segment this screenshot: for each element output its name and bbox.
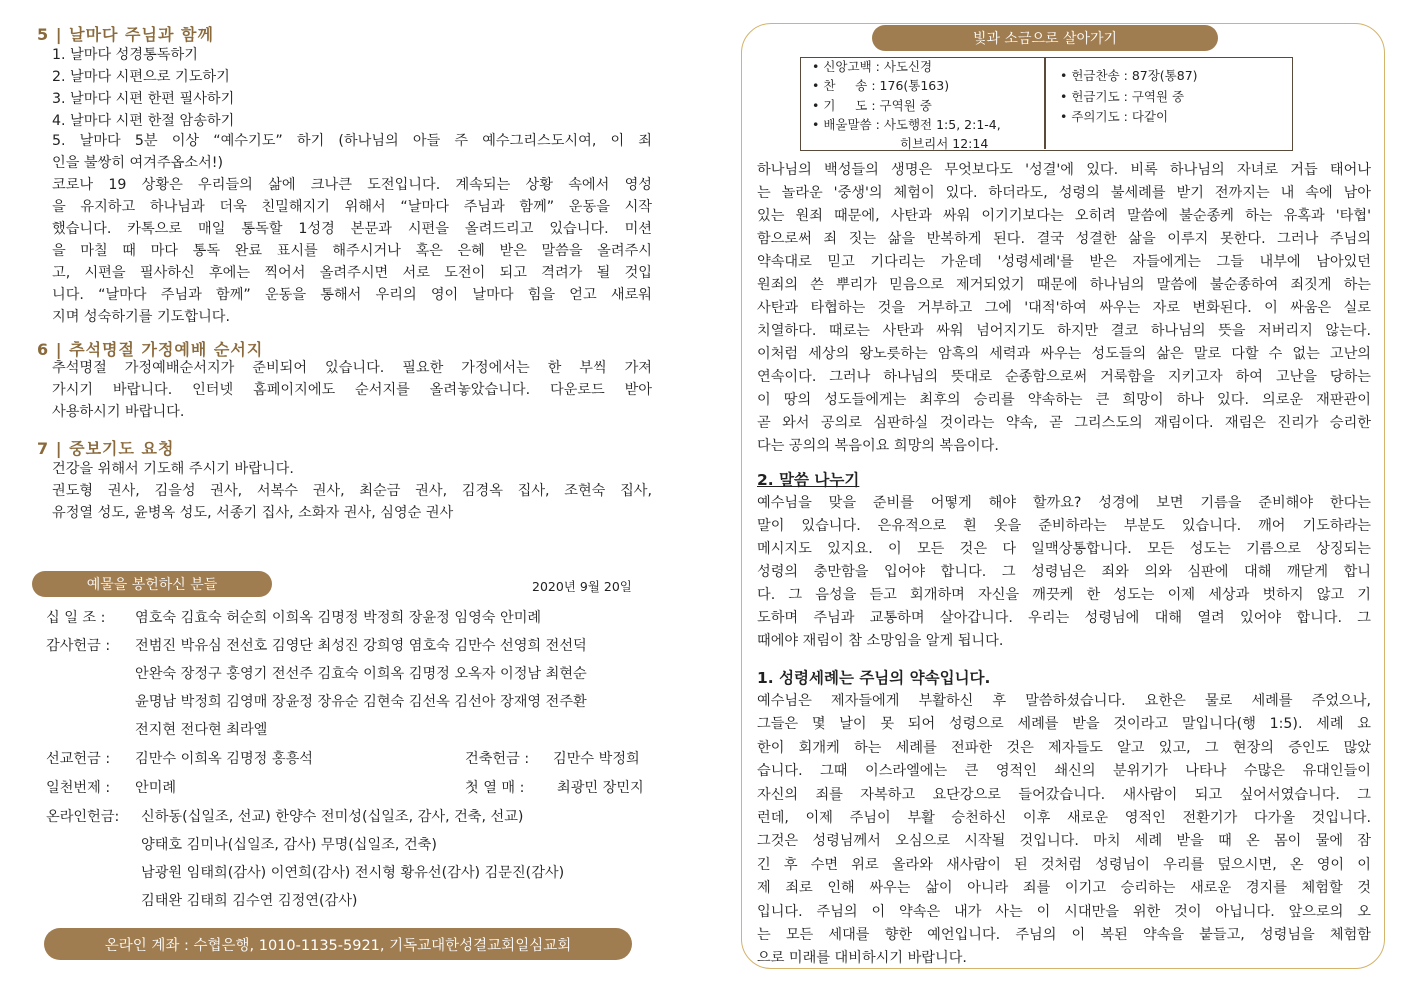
thanks-names: 안완숙 장정구 홍영기 전선주 김효숙 이희옥 김명정 오옥자 이정남 최현순 xyxy=(135,666,587,682)
paragraph-line: 권도형 권사, 김을성 권사, 서복수 권사, 최순금 권사, 김경옥 집사, 조현숙 집사, xyxy=(52,483,652,499)
paragraph-line: 으로 미래를 대비하시기 바랍니다. xyxy=(757,950,967,967)
donation-header: 예물을 봉헌하신 분들 xyxy=(32,571,272,597)
section-2-title: 2. 말씀 나누기 xyxy=(757,471,860,489)
list-item: 2. 날마다 시편으로 기도하기 xyxy=(52,69,230,85)
paragraph-line: 는 모든 세대를 향한 예언입니다. 주님의 이 복된 약속을 붙들고, 성령님을 체험함 xyxy=(757,927,1371,943)
thanks-names: 전지현 전다현 최라엘 xyxy=(135,722,268,738)
paragraph-line: 추석명절 가정예배순서지가 준비되어 있습니다. 필요한 가정에서는 한 부씩 가져 xyxy=(52,360,652,376)
firstfruit-names: 최광민 장민지 xyxy=(557,780,644,796)
worship-value: 구역원 중 xyxy=(1131,89,1185,104)
worship-value: 176(통163) xyxy=(879,78,950,93)
paragraph-line: 가시기 바랍니다. 인터넷 홈페이지에도 순서지를 올려놓았습니다. 다운로드 받아 xyxy=(52,382,652,398)
account-banner: 온라인 계좌 : 수협은행, 1010-1135-5921, 기독교대한성결교회일심교회 xyxy=(44,928,632,960)
thousand-names: 안미례 xyxy=(135,780,177,796)
list-item: 인을 불쌍히 여겨주옵소서!) xyxy=(52,155,223,171)
paragraph-line: 지며 성숙하기를 기도합니다. xyxy=(52,309,230,325)
tithe-names: 염호숙 김효숙 허순희 이희옥 김명정 박정희 장윤정 임영숙 안미례 xyxy=(135,610,542,626)
online-names: 양태호 김미나(십일조, 감사) 무명(십일조, 건축) xyxy=(141,837,437,853)
paragraph-line: 런데, 이제 주님이 부활 승천하신 이후 새로운 영적인 전환기가 다가올 것입니다. xyxy=(757,810,1371,826)
list-item: 4. 날마다 시편 한절 암송하기 xyxy=(52,113,235,129)
thousand-label: 일천번제 : xyxy=(46,780,111,796)
paragraph-line: 곧 와서 공의로 심판하실 것이라는 약속, 곧 그리스도의 재림이다. 재림은 진리가 승리한 xyxy=(757,415,1371,431)
online-names: 남광원 임태희(감사) 이연희(감사) 전시형 황유선(감사) 김문진(감사) xyxy=(141,865,565,881)
section-5-title: 5 | 날마다 주님과 함께 xyxy=(37,25,214,44)
paragraph-line: 그것은 성령님께서 오심으로 시작될 것입니다. 마치 세례 받을 때 온 몸이 물에 잠 xyxy=(757,833,1371,850)
paragraph-line: 코로나 19 상황은 우리들의 삶에 크나큰 도전입니다. 계속되는 상황 속에서 영성 xyxy=(52,177,652,193)
online-label: 온라인헌금: xyxy=(46,809,120,825)
worship-label: • 기 도 : xyxy=(812,98,876,113)
list-item: 3. 날마다 시편 한편 필사하기 xyxy=(52,91,235,107)
paragraph-line: 그들은 몇 날이 못 되어 성령으로 세례를 받을 것이라고 말입니다(행 1:5). 세례 요 xyxy=(757,716,1371,733)
building-label: 건축헌금 : xyxy=(465,751,530,767)
online-names: 신하동(십일조, 선교) 한양수 전미성(십일조, 감사, 건축, 선교) xyxy=(141,809,524,825)
list-item: 5. 날마다 5분 이상 “예수기도” 하기 (하나님의 아들 주 예수그리스도시여, 이 죄 xyxy=(52,133,652,149)
paragraph-line: 때에야 재림이 참 소망임을 알게 됩니다. xyxy=(757,633,1004,649)
donation-date: 2020년 9월 20일 xyxy=(532,579,632,594)
worship-value: 히브리서 12:14 xyxy=(900,136,989,151)
list-item: 1. 날마다 성경통독하기 xyxy=(52,47,198,63)
worship-label: • 주의기도 : xyxy=(1060,109,1128,124)
paragraph-line: 자신의 죄를 자복하고 요단강으로 들어갔습니다. 새사람이 되고 싶어서였습니다. 그 xyxy=(757,786,1371,803)
online-names: 김태완 김태희 김수연 김정연(감사) xyxy=(141,893,358,909)
paragraph-line: 습니다. 그때 이스라엘에는 큰 영적인 쇄신의 분위기가 나타나 수많은 유대인들이 xyxy=(757,763,1371,780)
worship-value: 87장(통87) xyxy=(1131,68,1198,83)
building-names: 김만수 박정희 xyxy=(553,751,640,767)
paragraph-line: 을 유지하고 하나님과 더욱 친밀해지기 위해서 “날마다 주님과 함께” 운동을 시작 xyxy=(52,199,652,215)
right-page-header: 빛과 소금으로 살아가기 xyxy=(872,25,1218,51)
worship-label: • 찬 송 : xyxy=(812,78,876,93)
paragraph-line: 하나님의 백성들의 생명은 무엇보다도 '성결'에 있다. 비록 하나님의 자녀로 거듭 태어나 xyxy=(757,162,1371,178)
paragraph-line: 했습니다. 카톡으로 매일 통독할 1성경 본문과 시편을 올려드리고 있습니다. 미션 xyxy=(52,221,652,237)
paragraph-line: 다는 공의의 복음이요 희망의 복음이다. xyxy=(757,438,999,454)
paragraph-line: 치열하다. 때로는 사탄과 싸워 넘어지기도 하지만 결코 하나님의 뜻을 저버리지 않는다. xyxy=(757,323,1371,339)
paragraph-line: 예수님을 맞을 준비를 어떻게 해야 할까요? 성경에 보면 기름을 준비해야 한다는 xyxy=(757,495,1371,511)
paragraph-line: 있는 원죄 때문에, 사탄과 싸워 이기기보다는 오히려 말씀에 불순종케 하는 유혹과 '타협' xyxy=(757,208,1371,224)
paragraph-line: 사탄과 타협하는 것을 거부하고 그에 '대적'하여 싸우는 자로 변화된다. 이 싸움은 실로 xyxy=(757,300,1371,316)
paragraph-line: 메시지도 있지요. 이 모든 것은 다 일맥상통합니다. 모든 성도는 기름으로 상징되는 xyxy=(757,541,1371,557)
worship-label: • 헌금기도 : xyxy=(1060,89,1128,104)
paragraph-line: 말이 있습니다. 은유적으로 흰 옷을 준비하라는 부분도 있습니다. 깨어 기도하라는 xyxy=(757,518,1371,534)
section-6-title: 6 | 추석명절 가정예배 순서지 xyxy=(37,340,264,359)
paragraph-line: 는 놀라운 '중생'의 체험이 있다. 하더라도, 성령의 불세례를 받기 전까지는 내 속에 남아 xyxy=(757,185,1371,201)
paragraph-line: 을 마칠 때 마다 통독 완료 표시를 해주시거나 혹은 은혜 받은 말씀을 올려주시 xyxy=(52,243,652,259)
worship-value: 사도행전 1:5, 2:1-4, xyxy=(883,117,1001,132)
paragraph-line: 니다. “날마다 주님과 함께” 운동을 통해서 우리의 영이 날마다 힘을 얻고 새로워 xyxy=(52,287,652,303)
paragraph-line: 유정열 성도, 윤병옥 성도, 서종기 집사, 소화자 권사, 심영순 권사 xyxy=(52,505,454,521)
paragraph-line: 건강을 위해서 기도해 주시기 바랍니다. xyxy=(52,461,294,477)
paragraph-line: 도하며 주님과 교통하며 살아갑니다. 우리는 성령님에 대해 열려 있어야 합니다. 그 xyxy=(757,610,1371,626)
paragraph-line: 고, 시편을 필사하신 후에는 찍어서 올려주시면 서로 도전이 되고 격려가 될 것입 xyxy=(52,265,652,281)
paragraph-line: 연속이다. 그러나 하나님의 뜻대로 순종함으로써 거룩함을 지키고자 하여 고난을 당하는 xyxy=(757,369,1371,385)
paragraph-line: 다. 그 음성을 듣고 회개하며 자신을 깨끗케 한 성도는 이제 세상과 벗하지 않고 기 xyxy=(757,587,1371,603)
paragraph-line: 예수님은 제자들에게 부활하신 후 말씀하셨습니다. 요한은 물로 세례를 주었으나, xyxy=(757,693,1371,709)
firstfruit-label: 첫 열 매 : xyxy=(465,780,525,796)
thanks-label: 감사헌금 : xyxy=(46,638,111,654)
paragraph-line: 성령의 충만함을 입어야 합니다. 그 성령님은 죄와 의와 심판에 대해 깨닫게 합니 xyxy=(757,564,1371,580)
thanks-names: 윤명남 박정희 김영매 장윤정 장유순 김현숙 김선옥 김선아 장재영 전주환 xyxy=(135,694,587,710)
worship-label: • 신앙고백 : xyxy=(812,59,880,74)
worship-label: • 배울말씀 : xyxy=(812,117,880,132)
mission-names: 김만수 이희옥 김명정 홍흥석 xyxy=(135,751,313,767)
paragraph-line: 긴 후 수면 위로 올라와 새사람이 된 것처럼 성령님이 우리를 덮으시면, 온 영이 이 xyxy=(757,856,1371,873)
worship-label: • 헌금찬송 : xyxy=(1060,68,1128,83)
paragraph-line: 한이 회개케 하는 세례를 전파한 것은 제자들도 알고 있고, 그 현장의 증인도 많았 xyxy=(757,739,1371,756)
paragraph-line: 함으로써 죄 짓는 삶을 반복하게 된다. 결국 성결한 삶을 이루지 못한다. 그러나 주님의 xyxy=(757,231,1371,247)
worship-value: 구역원 중 xyxy=(879,98,932,113)
paragraph-line: 사용하시기 바랍니다. xyxy=(52,404,185,420)
worship-value: 다같이 xyxy=(1131,109,1169,124)
mission-label: 선교헌금 : xyxy=(46,751,111,767)
thanks-names: 전범진 박유심 전선호 김영단 최성진 강희영 염호숙 김만수 선영희 전선덕 xyxy=(135,638,587,654)
paragraph-line: 원죄의 쓴 뿌리가 믿음으로 제거되었기 때문에 하나님의 말씀에 불순종하여 죄짓게 하는 xyxy=(757,277,1371,293)
divider xyxy=(1044,58,1046,149)
section-7-title: 7 | 중보기도 요청 xyxy=(37,439,175,458)
paragraph-line: 이처럼 세상의 왕노릇하는 암흑의 세력과 싸우는 성도들의 삶은 말로 다할 수 없는 고난의 xyxy=(757,346,1371,362)
worship-value: 사도신경 xyxy=(883,59,933,74)
paragraph-line: 이 땅의 성도들에게는 최후의 승리를 약속하는 큰 희망이 하나 있다. 의로운 재판관이 xyxy=(757,392,1371,408)
tithe-label: 십 일 조 : xyxy=(46,610,106,626)
paragraph-line: 입니다. 주님의 이 약속은 내가 사는 이 시대만을 위한 것이 아닙니다. 앞으로의 오 xyxy=(757,903,1371,920)
section-1-title: 1. 성령세례는 주님의 약속입니다. xyxy=(757,669,991,687)
paragraph-line: 약속대로 믿고 기다리는 가운데 '성령세례'를 받은 자들에게는 그들 내부에 남아있던 xyxy=(757,254,1371,270)
paragraph-line: 제 죄로 인해 싸우는 삶이 아니라 죄를 이기고 승리하는 새로운 경지를 체험할 것 xyxy=(757,880,1371,897)
